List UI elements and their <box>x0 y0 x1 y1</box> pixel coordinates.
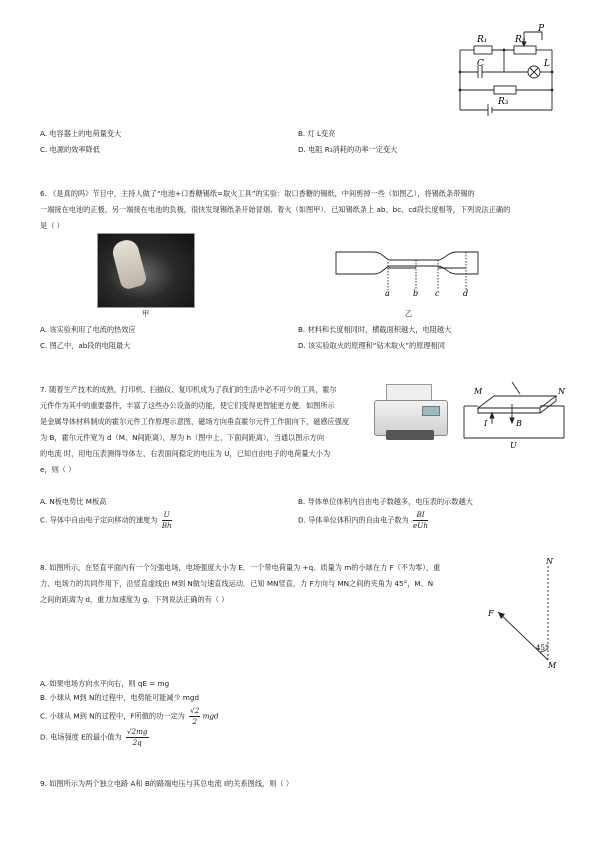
label-n: N <box>546 557 553 566</box>
q5-option-d: D. 电阻 R₃消耗的功率一定变大 <box>298 145 398 154</box>
q6-stem-line-1: 6. 《是真的吗》节目中，主持人做了“电池+口香糖锡纸=取火工具”的实验：取口香糖的锡纸，中间剪掉一些（如图乙），将锡纸条带锡的 <box>40 189 475 198</box>
q6-option-c: C. 图乙中，ab段的电阻最大 <box>40 341 131 350</box>
q9-stem: 9. 如图所示为两个独立电路 A和 B的路端电压与其总电流 I的关系图线，则（ ） <box>40 779 294 788</box>
label-d: d <box>463 289 469 298</box>
label-b: B <box>516 419 522 428</box>
q5-option-a: A. 电容器上的电荷量变大 <box>40 129 122 138</box>
label-u: U <box>510 441 517 450</box>
q7-stem-line-3: 是金属导体材料制成的霍尔元件工作原理示意图，磁场方向垂直霍尔元件工作面向下，磁感应强度 <box>40 417 350 426</box>
q8-option-d-text: D. 电场强度 E的最小值为 <box>40 732 122 742</box>
label-c: c <box>435 289 440 298</box>
force-diagram <box>478 556 568 670</box>
q5-option-c: C. 电源的效率降低 <box>40 145 100 154</box>
q6-option-a: A. 该实验利用了电流的热效应 <box>40 325 136 334</box>
q8-option-d <box>40 727 149 747</box>
q8-stem-line-2: 力、电场力的共同作用下，沿竖直虚线由 M到 N做匀速直线运动．已知 MN竖直，力 F方向与 MN之间的夹角为 45°，M、N <box>40 579 434 588</box>
q6-stem-line-2: 一端接在电池的正极，另一端接在电池的负极，很快发现锡纸条开始冒烟、着火（如图甲）．已知锡纸条上 ab、bc、cd段长度相等，下列说法正确的 <box>40 205 511 214</box>
q8-option-c-fraction <box>189 706 200 726</box>
q7-option-c-numerator: U <box>163 510 170 519</box>
q7-stem-line-1: 7. 随着生产技术的成熟，打印机、扫描仪、复印机成为了我们的生活中必不可少的工具，霍尔 <box>40 385 337 394</box>
q7-stem-line-2: 元件作为其中的重要器件，丰富了这些办公设备的功能，使它们变得更智能更方便．如图所示 <box>40 401 335 410</box>
q8-stem-line-3: 之间的距离为 d，重力加速度为 g．下列说法正确的有（ ） <box>40 595 229 604</box>
q8-option-d-fraction <box>126 727 149 747</box>
q6-stem-line-3: 是（ ） <box>40 221 64 230</box>
resistor-r2 <box>514 46 536 54</box>
label-m: M <box>474 387 483 396</box>
q7-stem-line-5: 的电流 时，用电压表测得导体左、右表面间稳定的电压为 U，已知自由电子的电荷量大小为 <box>40 449 331 458</box>
q8-stem-line-1: 8. 如图所示，在竖直平面内有一个匀强电场，电场强度大小为 E．一个带电荷量为 +q、质量为 m的小球在力 F（不为零），重 <box>40 563 441 572</box>
label-b: b <box>413 289 419 298</box>
label-i: I <box>484 419 488 428</box>
q8-option-d-denominator: 2q <box>132 737 142 747</box>
q6-option-b: B. 材料和长度相同时，横截面积越大，电阻越大 <box>298 325 452 334</box>
q6-option-d: D. 该实验取火的原理和“钻木取火”的原理相同 <box>298 341 445 350</box>
q8-option-c-denominator: 2 <box>192 716 198 726</box>
q7-option-a: A. N板电势比 M板高 <box>40 497 107 506</box>
q7-stem-line-4: 为 B，霍尔元件宽为 d（M、N间距离），厚为 h（图中上、下面间距离），当通以图示方向 <box>40 433 325 442</box>
q7-option-d-text: D. 导体单位体积内的自由电子数为 <box>298 515 409 525</box>
label-r2: R₂ <box>515 35 526 45</box>
hand-image <box>110 237 148 290</box>
q8-option-c-text: C. 小球从 M到 N的过程中，F所做的功一定为 <box>40 711 185 721</box>
label-p: P <box>538 24 545 34</box>
label-l: L <box>544 59 550 69</box>
resistor-r1 <box>474 46 492 54</box>
experiment-photo <box>97 233 195 308</box>
q7-option-d-numerator: BI <box>413 510 428 521</box>
fig-b-caption: 乙 <box>405 309 413 318</box>
label-f: F <box>488 609 494 618</box>
q7-option-d-fraction <box>413 510 428 530</box>
q7-option-c-denominator: Bh <box>161 520 172 530</box>
q8-option-a: A. 如果电场方向水平向右，则 qE = mg <box>40 679 170 688</box>
circuit-diagram <box>452 22 562 118</box>
q7-option-c <box>40 510 172 530</box>
label-m: M <box>548 661 557 670</box>
q7-option-d-denominator: eUh <box>413 520 428 530</box>
q8-option-c <box>40 706 219 726</box>
label-c: C <box>477 59 484 69</box>
tin-foil-diagram <box>334 246 480 300</box>
resistor-r3 <box>494 86 516 94</box>
q8-option-c-numerator: √2 <box>190 706 200 715</box>
label-r1: R₁ <box>477 35 488 45</box>
hall-element-diagram <box>454 380 574 452</box>
printer-image <box>372 384 450 448</box>
q7-option-b: B. 导体单位体积内自由电子数越多，电压表的示数越大 <box>298 497 473 506</box>
q5-option-b: B. 灯 L变亮 <box>298 129 336 138</box>
label-r3: R₃ <box>498 97 509 107</box>
label-angle: 45° <box>536 644 549 652</box>
label-a: a <box>385 289 390 298</box>
fig-a-caption: 甲 <box>142 309 150 318</box>
q7-stem-line-6: e，则（ ） <box>40 465 76 474</box>
q7-option-c-fraction <box>162 510 172 530</box>
q7-option-d <box>298 510 428 530</box>
label-n: N <box>558 387 565 396</box>
q7-option-c-text: C. 导体中自由电子定向移动的速度为 <box>40 515 158 525</box>
q8-option-d-numerator: √2mg <box>126 727 148 736</box>
q8-option-b: B. 小球从 M到 N的过程中，电势能可能减少 mgd <box>40 693 200 702</box>
q8-option-c-tail: mgd <box>202 711 219 721</box>
